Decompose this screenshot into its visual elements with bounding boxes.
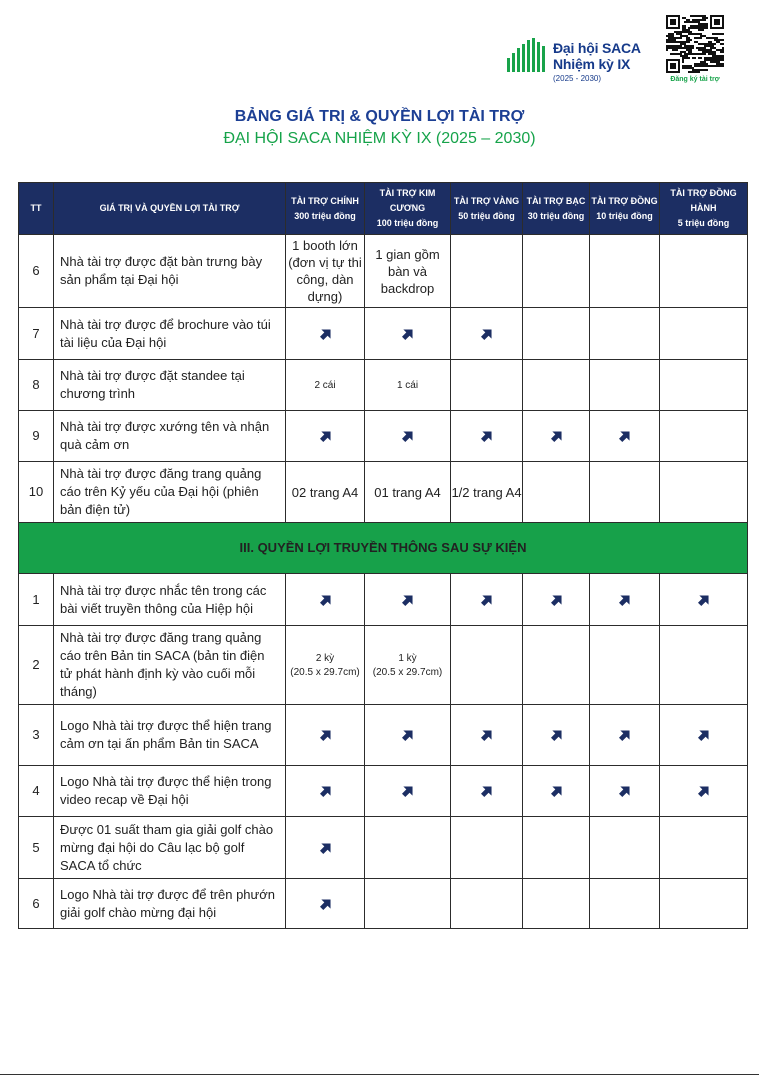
tier-cell-empty [590,308,660,360]
tier-cell-included [451,574,523,626]
row-number: 4 [19,766,54,817]
row-number: 6 [19,879,54,929]
arrow-check-icon [402,730,413,741]
tier-cell-included [286,411,365,462]
table-row [19,462,748,523]
arrow-check-icon [402,329,413,340]
tier-cell-included [365,411,451,462]
benefit-description: Logo Nhà tài trợ được thể hiện trong video recap về Đại hội [54,766,286,817]
row-number: 5 [19,817,54,879]
tier-cell-included [590,411,660,462]
arrow-check-icon [320,595,331,606]
row-number: 2 [19,626,54,705]
table-row [19,574,748,626]
table-row [19,360,748,411]
arrow-check-icon [320,730,331,741]
benefit-description: Nhà tài trợ được để brochure vào túi tài liệu của Đại hội [54,308,286,360]
qr-code-icon[interactable] [666,15,724,73]
tier-cell-empty [660,879,748,929]
benefit-description: Logo Nhà tài trợ được để trên phướn giải golf chào mừng đại hội [54,879,286,929]
arrow-check-icon [481,329,492,340]
tier-cell-empty [523,462,590,523]
tier-cell-value: 1/2 trang A4 [451,462,523,523]
arrow-check-icon [481,431,492,442]
tier-cell-empty [660,411,748,462]
arrow-check-icon [402,595,413,606]
tier-cell-included [590,574,660,626]
tier-cell-value: 2 kỳ (20.5 x 29.7cm) [286,626,365,705]
tier-cell-empty [451,626,523,705]
tier-cell-empty [523,817,590,879]
tier-cell-empty [590,626,660,705]
bottom-divider [0,1074,759,1075]
table-row [19,817,748,879]
tier-cell-included [660,766,748,817]
header-tier-diamond: TÀI TRỢ KIM CƯƠNG 100 triệu đồng [365,183,451,235]
tier-cell-included [286,766,365,817]
tier-cell-included [286,879,365,929]
benefit-description: Nhà tài trợ được nhắc tên trong các bài viết truyền thông của Hiệp hội [54,574,286,626]
tier-cell-empty [590,360,660,411]
tier-cell-included [451,411,523,462]
header-tier-gold: TÀI TRỢ VÀNG 50 triệu đồng [451,183,523,235]
tier-cell-value: 02 trang A4 [286,462,365,523]
tier-cell-empty [660,308,748,360]
arrow-check-icon [698,730,709,741]
arrow-check-icon [698,786,709,797]
arrow-check-icon [320,899,331,910]
tier-cell-empty [451,879,523,929]
tier-cell-empty [451,360,523,411]
row-number: 3 [19,705,54,766]
tier-cell-included [523,766,590,817]
tier-cell-value: 1 kỳ (20.5 x 29.7cm) [365,626,451,705]
tier-cell-value: 1 booth lớn (đơn vị tự thi công, dàn dựng) [286,235,365,308]
arrow-check-icon [619,595,630,606]
arrow-check-icon [551,595,562,606]
arrow-check-icon [698,595,709,606]
tier-cell-included [660,574,748,626]
logo-term: Nhiệm kỳ IX [553,56,631,72]
tier-cell-empty [660,462,748,523]
tier-cell-empty [523,879,590,929]
arrow-check-icon [551,431,562,442]
section-row [19,523,748,574]
tier-cell-included [365,705,451,766]
benefit-description: Nhà tài trợ được đăng trang quảng cáo trên Kỷ yếu của Đại hội (phiên bản điện tử) [54,462,286,523]
table-row [19,235,748,308]
tier-cell-empty [451,817,523,879]
tier-cell-included [523,705,590,766]
tier-cell-empty [590,235,660,308]
tier-cell-value: 1 cái [365,360,451,411]
table-row [19,308,748,360]
tier-cell-empty [523,626,590,705]
tier-cell-empty [365,817,451,879]
tier-cell-empty [660,626,748,705]
tier-cell-included [451,308,523,360]
arrow-check-icon [320,843,331,854]
table-header-row [19,183,748,235]
tier-cell-empty [523,235,590,308]
tier-cell-included [286,574,365,626]
table-row [19,705,748,766]
tier-cell-included [286,817,365,879]
table-row [19,411,748,462]
tier-cell-empty [590,462,660,523]
benefit-description: Được 01 suất tham gia giải golf chào mừng đại hội do Câu lạc bộ golf SACA tổ chức [54,817,286,879]
table-row [19,766,748,817]
table-row [19,879,748,929]
arrow-check-icon [320,431,331,442]
row-number: 6 [19,235,54,308]
arrow-check-icon [619,730,630,741]
arrow-check-icon [551,730,562,741]
tier-cell-empty [451,235,523,308]
table-row [19,626,748,705]
row-number: 1 [19,574,54,626]
arrow-check-icon [320,329,331,340]
tier-cell-included [286,705,365,766]
tier-cell-empty [660,235,748,308]
tier-cell-value: 1 gian gồm bàn và backdrop [365,235,451,308]
logo-bars-icon [507,38,549,72]
qr-caption: Đăng ký tài trợ [670,76,720,83]
benefit-description: Nhà tài trợ được xướng tên và nhận quà cảm ơn [54,411,286,462]
benefit-description: Nhà tài trợ được đặt bàn trưng bày sản phẩm tại Đại hội [54,235,286,308]
tier-cell-included [523,574,590,626]
tier-cell-empty [523,308,590,360]
sponsorship-table [18,182,748,929]
logo-title: Đại hội SACA [553,40,641,56]
tier-cell-included [590,705,660,766]
header-tier-bronze: TÀI TRỢ ĐỒNG 10 triệu đồng [590,183,660,235]
tier-cell-value: 01 trang A4 [365,462,451,523]
tier-cell-included [365,574,451,626]
tier-cell-empty [523,360,590,411]
saca-logo [507,34,657,86]
arrow-check-icon [551,786,562,797]
header-benefit: GIÁ TRỊ VÀ QUYỀN LỢI TÀI TRỢ [54,183,286,235]
section-title: III. QUYỀN LỢI TRUYỀN THÔNG SAU SỰ KIỆN [19,523,748,574]
tier-cell-empty [660,360,748,411]
tier-cell-included [365,308,451,360]
arrow-check-icon [320,786,331,797]
benefit-description: Nhà tài trợ được đăng trang quảng cáo trên Bản tin SACA (bản tin điện tử phát hành định kỳ vào cuối mỗi tháng) [54,626,286,705]
tier-cell-value: 2 cái [286,360,365,411]
row-number: 10 [19,462,54,523]
header-tier-companion: TÀI TRỢ ĐỒNG HÀNH 5 triệu đồng [660,183,748,235]
tier-cell-empty [590,817,660,879]
tier-cell-included [451,705,523,766]
row-number: 8 [19,360,54,411]
tier-cell-included [660,705,748,766]
tier-cell-included [286,308,365,360]
header-tier-main: TÀI TRỢ CHÍNH 300 triệu đồng [286,183,365,235]
tier-cell-empty [590,879,660,929]
arrow-check-icon [481,786,492,797]
arrow-check-icon [481,730,492,741]
page-title: BẢNG GIÁ TRỊ & QUYỀN LỢI TÀI TRỢ [234,108,525,125]
row-number: 7 [19,308,54,360]
arrow-check-icon [481,595,492,606]
benefit-description: Logo Nhà tài trợ được thể hiện trang cảm ơn tại ấn phẩm Bản tin SACA [54,705,286,766]
arrow-check-icon [402,786,413,797]
tier-cell-included [590,766,660,817]
page-subtitle: ĐẠI HỘI SACA NHIỆM KỲ IX (2025 – 2030) [223,130,536,147]
arrow-check-icon [402,431,413,442]
row-number: 9 [19,411,54,462]
benefit-description: Nhà tài trợ được đặt standee tại chương trình [54,360,286,411]
arrow-check-icon [619,786,630,797]
tier-cell-included [523,411,590,462]
tier-cell-empty [365,879,451,929]
tier-cell-included [451,766,523,817]
tier-cell-empty [660,817,748,879]
arrow-check-icon [619,431,630,442]
tier-cell-included [365,766,451,817]
logo-years: (2025 - 2030) [553,74,602,83]
header-tier-silver: TÀI TRỢ BẠC 30 triệu đồng [523,183,590,235]
header-tt: TT [19,183,54,235]
